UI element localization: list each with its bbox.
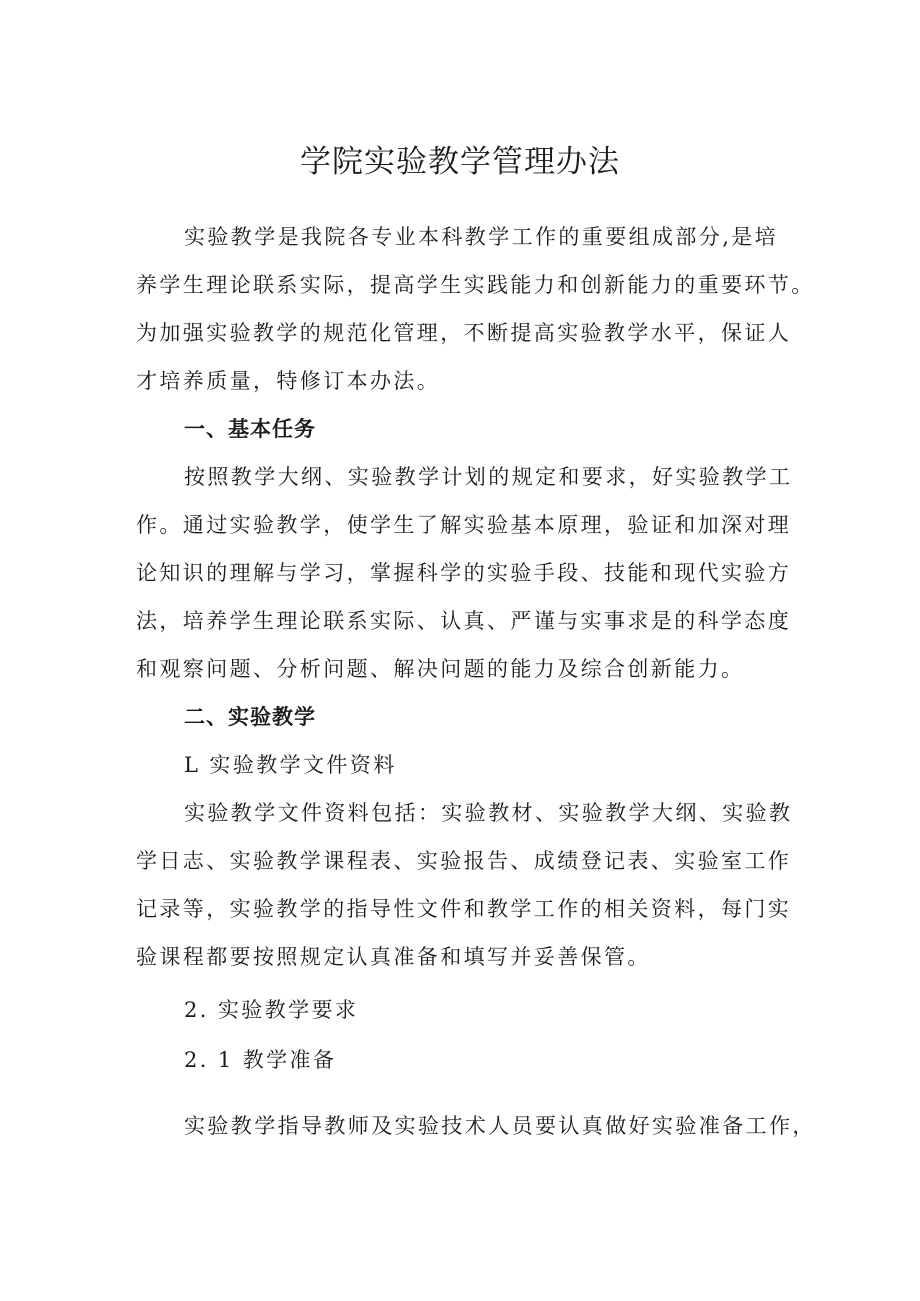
intro-line: 实验教学是我院各专业本科教学工作的重要组成部分,是培 (184, 225, 779, 249)
section1-line: 按照教学大纲、实验教学计划的规定和要求，好实验教学工 (184, 465, 793, 489)
section1-line: 法，培养学生理论联系实际、认真、严谨与实事求是的科学态度 (136, 609, 792, 633)
intro-line: 养学生理论联系实际，提高学生实践能力和创新能力的重要环节。 (136, 273, 815, 297)
page-title: 学院实验教学管理办法 (300, 144, 620, 180)
section1-line: 和观察问题、分析问题、解决问题的能力及综合创新能力。 (136, 657, 745, 681)
subsection1-line: 记录等，实验教学的指导性文件和教学工作的相关资料，每门实 (136, 897, 792, 921)
subsection-title-preparation: 2. 1 教学准备 (184, 1048, 337, 1072)
intro-line: 才培养质量，特修订本办法。 (136, 369, 441, 393)
subsection-title-documents: L 实验教学文件资料 (184, 753, 397, 777)
section1-line: 作。通过实验教学，使学生了解实验基本原理，验证和加深对理 (136, 513, 792, 537)
subsection1-line: 实验教学文件资料包括：实验教材、实验教学大纲、实验教 (184, 801, 793, 825)
section-heading-experimental-teaching: 二、实验教学 (184, 705, 316, 729)
intro-line: 为加强实验教学的规范化管理，不断提高实验教学水平，保证人 (136, 321, 792, 345)
subsection1-line: 验课程都要按照规定认真准备和填写并妥善保管。 (136, 945, 651, 969)
section1-line: 论知识的理解与学习，掌握科学的实验手段、技能和现代实验方 (136, 561, 792, 585)
subsection21-line: 实验教学指导教师及实验技术人员要认真做好实验准备工作， (184, 1114, 816, 1138)
section-heading-basic-tasks: 一、基本任务 (184, 417, 316, 441)
subsection-title-requirements: 2. 实验教学要求 (184, 998, 359, 1022)
subsection1-line: 学日志、实验教学课程表、实验报告、成绩登记表、实验室工作 (136, 849, 792, 873)
